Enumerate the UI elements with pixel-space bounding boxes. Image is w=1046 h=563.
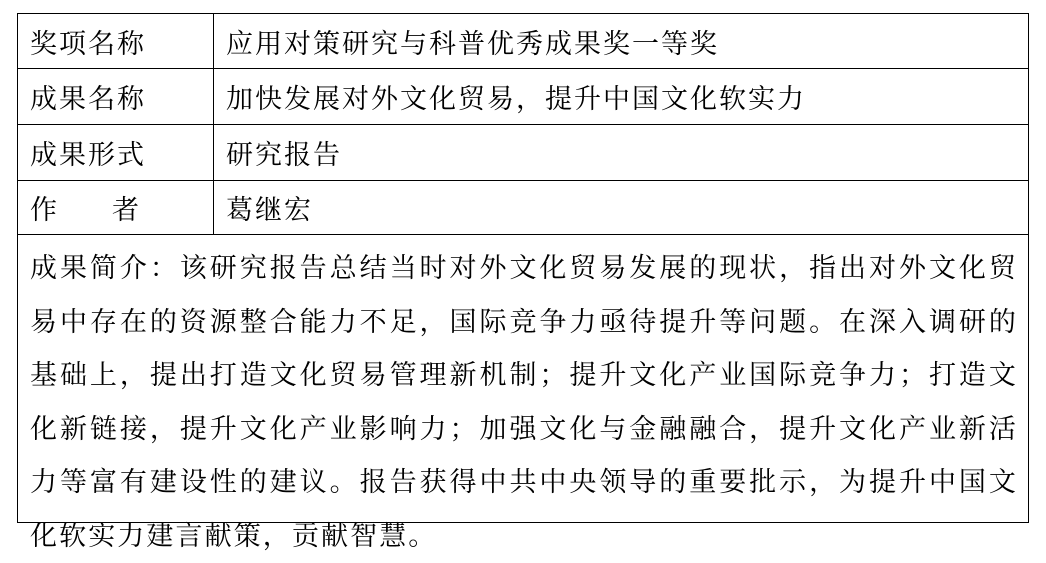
result-form-label: 成果形式 [18, 125, 214, 180]
result-name-label: 成果名称 [18, 69, 214, 124]
award-name-label: 奖项名称 [18, 14, 214, 68]
table-row-award-name [18, 14, 1028, 69]
result-summary: 成果简介：该研究报告总结当时对外文化贸易发展的现状，指出对外文化贸易中存在的资源整合能力不足，国际竞争力亟待提升等问题。在深入调研的基础上，提出打造文化贸易管理新机制；提升文化产业国际竞争力；打造文化新链接，提升文化产业影响力；加强文化与金融融合，提升文化产业新活力等富有建设性的建议。报告获得中共中央领导的重要批示，为提升中国文化软实力建言献策，贡献智慧。 [30, 253, 1018, 552]
author-value: 葛继宏 [226, 195, 313, 226]
table-row-result-name [18, 69, 1028, 125]
result-form-value: 研究报告 [226, 140, 342, 171]
table-row-result-form [18, 125, 1028, 181]
award-name-value: 应用对策研究与科普优秀成果奖一等奖 [226, 28, 719, 60]
table-row-author [18, 181, 1028, 235]
author-label: 作者 [18, 181, 214, 234]
result-name-value: 加快发展对外文化贸易，提升中国文化软实力 [226, 84, 806, 115]
award-info-table [17, 13, 1029, 552]
